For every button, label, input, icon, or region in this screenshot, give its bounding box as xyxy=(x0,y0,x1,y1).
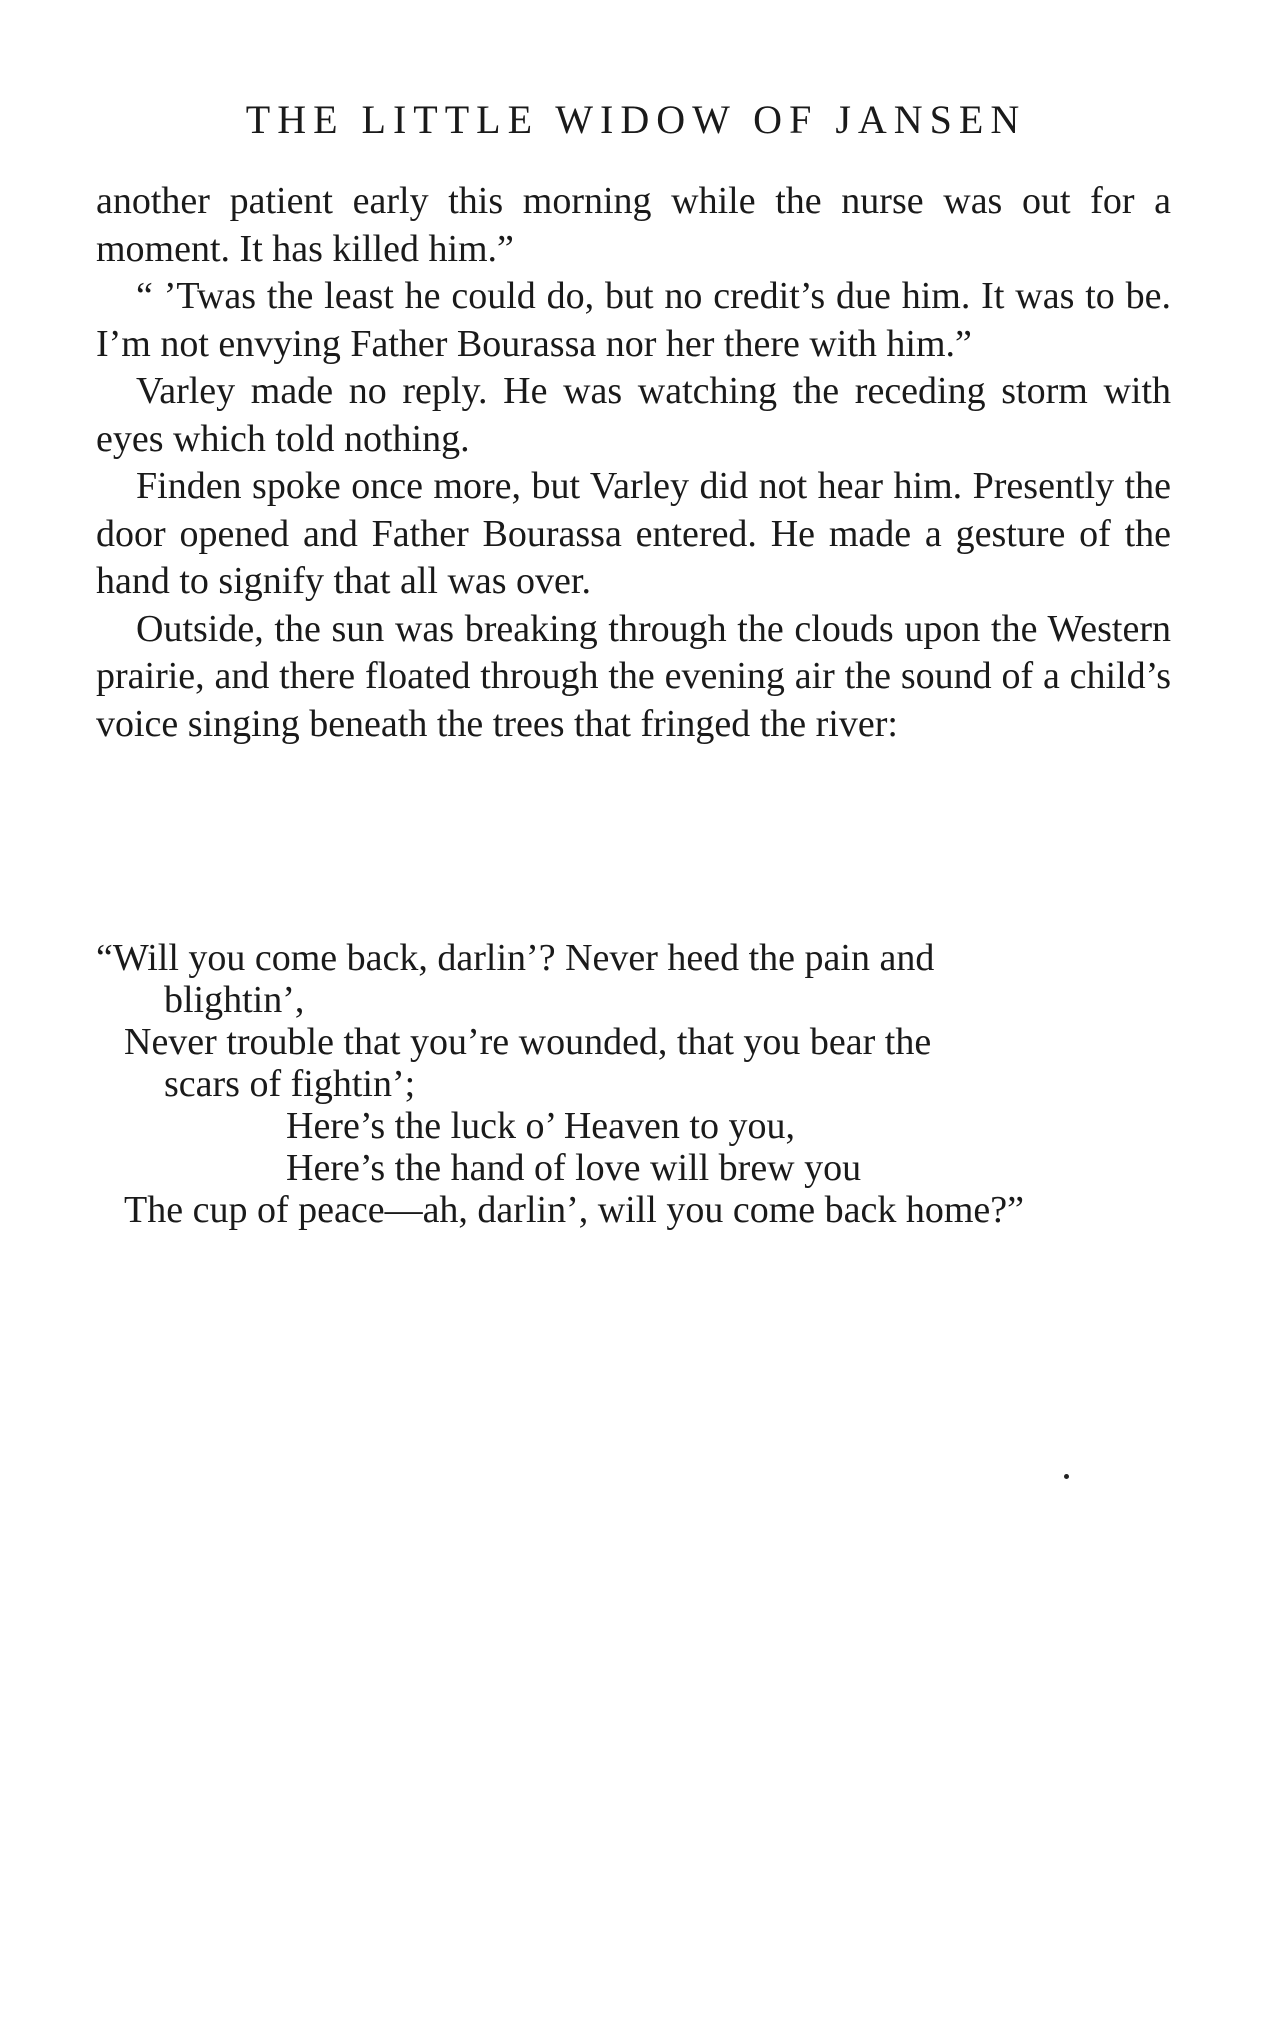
song-line: The cup of peace—ah, darlin’, will you come back home?” xyxy=(124,1189,1025,1231)
paragraph: Varley made no reply. He was watching the receding storm with eyes which told nothing. xyxy=(96,370,1171,460)
song-line: “Will you come back, darlin’? Never heed the pain and xyxy=(96,937,935,979)
song-line: scars of fightin’; xyxy=(164,1063,416,1105)
running-head: THE LITTLE WIDOW OF JANSEN xyxy=(245,97,1027,142)
song-line: Never trouble that you’re wounded, that you bear the xyxy=(124,1021,932,1063)
song-line: blightin’, xyxy=(164,979,305,1021)
song-line: Here’s the luck o’ Heaven to you, xyxy=(286,1105,795,1147)
paragraph: Outside, the sun was breaking through the clouds upon the Western prairie, and there floated through the evening air the sound of a child’s voice singing beneath the trees that fringed the river: xyxy=(96,607,1171,745)
song-verse xyxy=(96,937,1171,1231)
paragraph: “ ’Twas the least he could do, but no credit’s due him. It was to be. I’m not envying Father Bourassa nor her there with him.” xyxy=(96,275,1171,365)
song-line: Here’s the hand of love will brew you xyxy=(286,1147,862,1189)
ink-speck xyxy=(1064,1474,1069,1479)
paragraph: another patient early this morning while the nurse was out for a moment. It has killed him.” xyxy=(96,180,1171,270)
body-text xyxy=(96,178,1171,748)
paragraph: Finden spoke once more, but Varley did not hear him. Presently the door opened and Father Bourassa entered. He made a gesture of the hand to signify that all was over. xyxy=(96,465,1171,602)
